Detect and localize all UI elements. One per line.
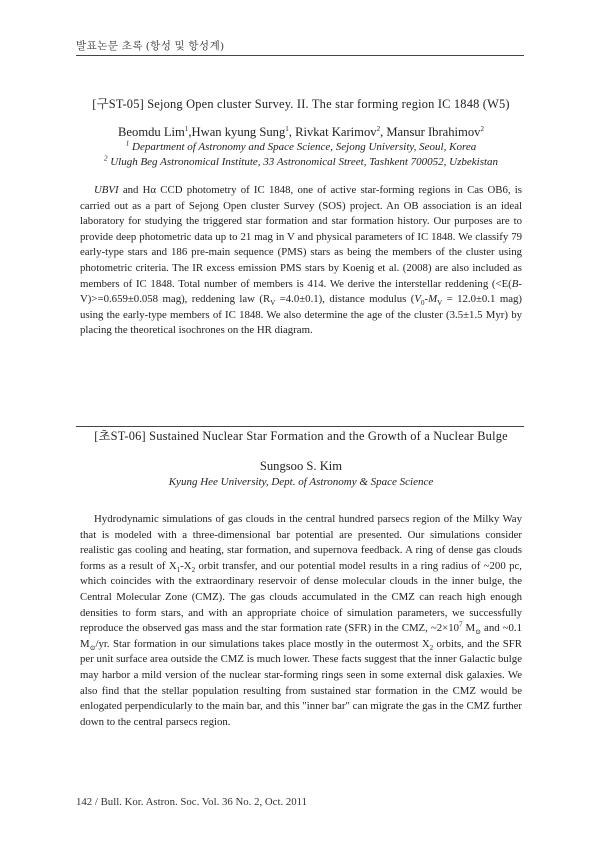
author-sup: 2 [376,124,381,133]
running-head: 발표논문 초록 (항성 및 항성계) [76,41,225,52]
abstract-text: UBVI [94,184,119,196]
author-name: Beomdu Lim [118,125,185,139]
author-name: Rivkat Karimov [295,125,377,139]
subscript: V [437,299,443,308]
abstract-text: orbits, and the SFR per unit surface area outside the CMZ is much lower. These facts suggest that the inner Galactic bulge may harbor a mild version of the nuclear star-forming rings seen in some external disk galaxies. We also find that the stellar population resulting from sustained star formation in the CMZ would be enlogated perpendicularly to the main bar, and this "inner bar" can migrate the gas in the CMZ further down to the central parsecs region. [80,637,522,728]
subscript: 2 [429,643,434,652]
author-sup: 1 [285,124,289,133]
author-sup: 1 [184,124,189,133]
abstract-text: M [428,293,438,306]
paper-2-author: Sungsoo S. Kim [259,459,343,473]
abstract-text: and ~0.1 M [80,622,522,650]
affil-text: Ulugh Beg Astronomical Institute, 33 Astronomical Street, Tashkent 700052, Uzbekistan [110,156,499,168]
paper-1-abstract [80,183,522,339]
author-sup: 2 [480,124,484,133]
abstract-text: - [424,293,429,306]
paper-1-authors: Beomdu Lim$^1$,Hwan kyung Sung$^1$, Rivkat Karimov$^2$, Mansur Ibrahimov$^2$ [118,124,484,139]
affil-number: 1 [125,139,130,148]
subscript: 2 [191,565,196,574]
subscript: V [270,299,276,308]
abstract-text: =4.0±0.1), distance modulus ( [275,293,415,306]
sun-symbol: ⊙ [475,628,481,637]
paper-2-title: [초ST-06] Sustained Nuclear Star Formation and the Growth of a Nuclear Bulge [94,429,508,443]
paper-1-affiliation-2 [80,155,522,170]
abstract-text: = 12.0±0.1 mag) using the early-type members of IC 1848. We also determine the age of the cluster (3.5±1.5 Myr) by placing the theoretical isochrones on the HR diagram. [80,293,523,337]
abstract-text: /yr. Star formation in our simulations takes place mostly in the outermost X [95,637,430,650]
subscript: 0 [421,299,425,308]
paper-1-affiliation-1 [80,140,522,155]
subscript: 1 [176,565,181,574]
paper-2 [80,428,522,730]
author-name: Hwan kyung Sung [191,125,286,139]
abstract-text: B [511,277,519,290]
superscript: 7 [459,620,463,629]
abstract-text: orbit transfer, and our potential model results in a ring radius of ~200 pc, which coincides with the extraordinary reservoir of dense molecular clouds in the inner bulge, the Central Molecular Zone (CMZ). The gas clouds accumulated in the CMZ can reach high enough densities to form stars, and with an appropriate choice of simulation parameters, we successfully reproduce the observed gas mass and the star formation rate (SFR) in the CMZ, ~2×10 [80,559,523,635]
page-footer: 142 / Bull. Kor. Astron. Soc. Vol. 36 No. 2, Oct. 2011 [76,796,308,808]
author-name: Mansur Ibrahimov [386,125,481,139]
abstract-text: Hydrodynamic simulations of gas clouds in the central hundred parsecs region of the Milky Way that is modeled with a three-dimensional bar potential are presented. Our simulations consider realistic gas cooling and heating, star formation, and supernova feedback. A ring of dense gas clouds forms as a result of X [80,513,522,572]
paper-2-abstract [80,512,522,730]
sun-symbol: ⊙ [89,643,96,652]
paper-2-affiliation: Kyung Hee University, Dept. of Astronomy & Space Science [168,476,434,488]
paper-1-title: [구ST-05] Sejong Open cluster Survey. II. The star forming region IC 1848 (W5) [92,97,510,111]
paper-1 [80,96,522,339]
header-rule [76,55,524,56]
section-rule [76,426,524,427]
abstract-text: M [462,622,476,635]
abstract-text: -V)>=0.659±0.058 mag), reddening law (R [80,277,522,306]
affil-text: Department of Astronomy and Space Science, Sejong University, Seoul, Korea [132,141,477,153]
abstract-text: V [414,293,421,306]
affil-number: 2 [103,154,108,163]
abstract-text: -X [180,559,192,572]
abstract-text: and Hα CCD photometry of IC 1848, one of active star-forming regions in Cas OB6, is carried out as a part of Sejong Open cluster Survey (SOS) project. An OB association is an ideal laboratory for studying the triggered star formation and star formation history. Our purposes are to provide deep photometric data up to 21 mag in V and physical parameters of IC 1848. We classify 79 early-type stars and 186 pre-main sequence (PMS) stars as being the members of the cluster using photometric criteria. The IR excess emission PMS stars by Koenig et al. (2008) are also included as members of IC 1848. Total number of members is 414. We derive the interstellar reddening (<E( [80,184,522,290]
